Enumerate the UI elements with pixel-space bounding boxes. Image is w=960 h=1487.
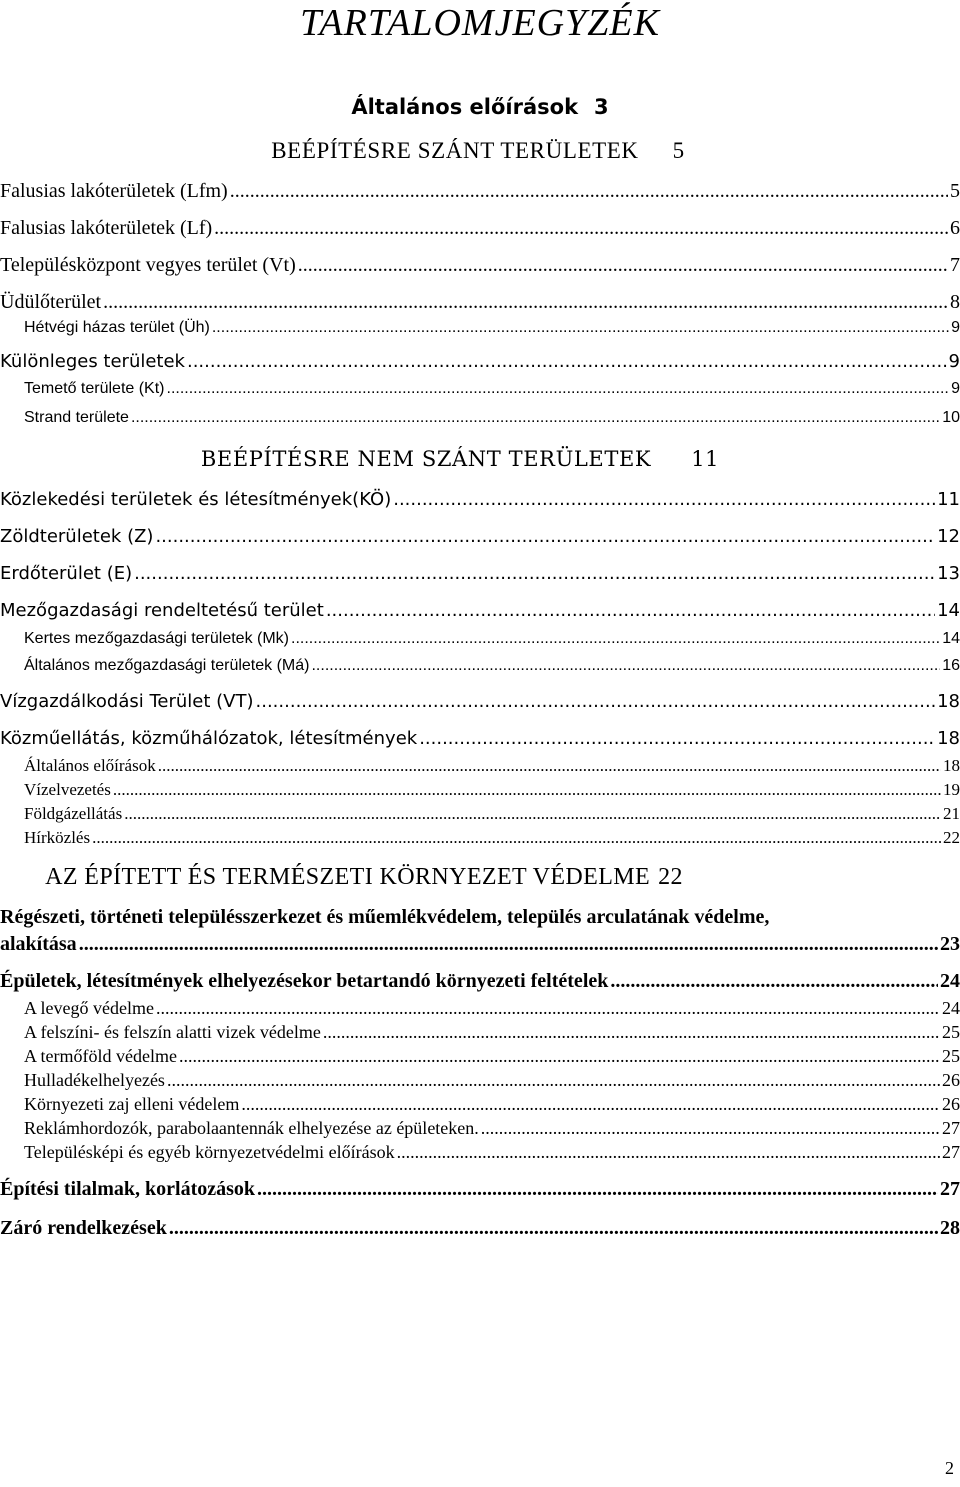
toc-entry-text: Falusias lakóterületek (Lfm): [0, 180, 228, 202]
toc-entry[interactable]: [0, 291, 960, 314]
toc-entry-page: 9: [951, 380, 960, 397]
toc-entry-page: 18: [937, 691, 960, 712]
toc-leader: [481, 1118, 940, 1139]
toc-entry-page: 10: [942, 409, 960, 426]
toc-entry[interactable]: [24, 828, 960, 848]
toc-heading-text: AZ ÉPÍTETT ÉS TERMÉSZETI KÖRNYEZET VÉDELME: [45, 864, 651, 890]
toc-entry-page: 14: [942, 630, 960, 647]
toc-heading-text: BEÉPÍTÉSRE NEM SZÁNT TERÜLETEK: [200, 447, 652, 471]
toc-entry-text: Épületek, létesítmények elhelyezésekor betartandó környezeti feltételek: [0, 970, 609, 992]
toc-heading[interactable]: [0, 444, 940, 474]
toc-entry-text: alakítása: [0, 933, 77, 955]
toc-entry-page: 19: [943, 780, 960, 799]
toc-entry-page: 26: [942, 1094, 960, 1114]
page-title: TARTALOMJEGYZÉK: [300, 2, 660, 44]
toc-entry[interactable]: [24, 1070, 960, 1091]
toc-leader: [167, 1070, 940, 1091]
toc-leader: [311, 657, 940, 675]
toc-heading[interactable]: [0, 862, 844, 892]
toc-leader: [156, 998, 940, 1019]
toc-entry[interactable]: [0, 217, 960, 240]
toc-heading-page: 11: [691, 447, 720, 471]
toc-entry[interactable]: [24, 1022, 960, 1043]
toc-entry-text: Hírközlés: [24, 828, 91, 847]
toc-entry-text: Hulladékelhelyezés: [24, 1070, 165, 1090]
toc-leader: [241, 1094, 940, 1115]
toc-entry-page: 8: [950, 291, 960, 313]
toc-entry-page: 11: [937, 489, 960, 510]
toc-entry-text: Településközpont vegyes terület (Vt): [0, 254, 296, 276]
toc-entry-text-line1: Régészeti, történeti településszerkezet és műemlékvédelem, település arculatának védelme,: [0, 906, 770, 928]
toc-entry-page: 14: [937, 600, 960, 621]
toc-entry[interactable]: [0, 489, 960, 510]
toc-entry-page: 25: [942, 1046, 960, 1066]
toc-entry[interactable]: [0, 1217, 960, 1240]
toc-entry-line2: [0, 933, 960, 956]
toc-leader: [610, 970, 938, 993]
toc-leader: [257, 1178, 938, 1201]
toc-entry-text: Különleges területek: [0, 351, 185, 372]
toc-leader: [131, 409, 940, 427]
toc-heading-text: Általános előírások: [351, 95, 579, 119]
toc-entry-page: 7: [950, 254, 960, 276]
toc-leader: [323, 1022, 940, 1043]
toc-entry-text: Környezeti zaj elleni védelem: [24, 1094, 240, 1114]
toc-leader: [113, 780, 941, 800]
toc-leader: [291, 630, 940, 648]
toc-entry-text: Üdülőterület: [0, 291, 102, 313]
toc-entry[interactable]: [0, 1178, 960, 1201]
toc-entry-page: 22: [943, 828, 960, 847]
toc-entry-text: Falusias lakóterületek (Lf): [0, 217, 213, 239]
toc-entry[interactable]: [24, 780, 960, 800]
toc-leader: [214, 217, 948, 240]
toc-entry[interactable]: [0, 970, 960, 993]
toc-entry-page: 9: [951, 319, 960, 336]
toc-entry-page: 21: [943, 804, 960, 823]
toc-entry[interactable]: [24, 380, 960, 398]
toc-leader: [187, 351, 947, 372]
toc-entry-text: Közlekedési területek és létesítmények(KÖ): [0, 489, 392, 510]
toc-entry[interactable]: [0, 691, 960, 712]
toc-entry-page: 18: [943, 756, 960, 775]
toc-entry[interactable]: [0, 526, 960, 547]
toc-entry-page: 18: [937, 728, 960, 749]
toc-entry-text: Közműellátás, közműhálózatok, létesítmények: [0, 728, 418, 749]
toc-leader: [158, 756, 941, 776]
toc-entry[interactable]: [24, 1118, 960, 1139]
toc-leader: [134, 563, 935, 584]
toc-entry-text: Kertes mezőgazdasági területek (Mk): [24, 630, 289, 647]
toc-leader: [155, 526, 935, 547]
toc-leader: [393, 489, 935, 510]
toc-entry[interactable]: [24, 756, 960, 776]
toc-entry[interactable]: [24, 998, 960, 1019]
toc-entry-text: Vízgazdálkodási Terület (VT): [0, 691, 254, 712]
toc-leader: [212, 319, 949, 337]
toc-entry-text: Záró rendelkezések: [0, 1217, 167, 1239]
toc-heading[interactable]: [0, 92, 960, 122]
toc-entry-text: Vízelvezetés: [24, 780, 111, 799]
toc-entry-text: Zöldterületek (Z): [0, 526, 154, 547]
toc-entry-page: 5: [950, 180, 960, 202]
toc-entry-text: Reklámhordozók, parabolaantennák elhelyezése az épületeken.: [24, 1118, 479, 1138]
toc-entry[interactable]: [0, 600, 960, 621]
toc-entry-text: Településképi és egyéb környezetvédelmi előírások: [24, 1142, 395, 1162]
toc-entry-text: Általános mezőgazdasági területek (Má): [24, 657, 310, 674]
toc-heading[interactable]: [0, 136, 958, 166]
toc-leader: [167, 380, 950, 398]
toc-entry[interactable]: [24, 804, 960, 824]
toc-entry-page: 25: [942, 1022, 960, 1042]
toc-heading-text: BEÉPÍTÉSRE SZÁNT TERÜLETEK: [271, 138, 639, 163]
toc-entry[interactable]: [24, 409, 960, 427]
toc-entry-page: 24: [942, 998, 960, 1018]
toc-entry-page: 16: [942, 657, 960, 674]
toc-heading-page: 3: [594, 95, 609, 119]
toc-entry-text: Hétvégi házas terület (Üh): [24, 319, 210, 336]
toc-entry[interactable]: [0, 254, 960, 277]
toc-leader: [103, 291, 948, 314]
toc-entry-page: 23: [940, 933, 960, 955]
toc-entry-page: 9: [948, 351, 960, 372]
toc-entry[interactable]: [0, 563, 960, 584]
toc-entry-text: A termőföld védelme: [24, 1046, 177, 1066]
toc-entry[interactable]: [0, 180, 960, 203]
toc-leader: [124, 804, 941, 824]
toc-entry-page: 27: [942, 1118, 960, 1138]
toc-leader: [397, 1142, 940, 1163]
toc-entry-text: A felszíni- és felszín alatti vizek védelme: [24, 1022, 321, 1042]
toc-heading-page: 22: [658, 864, 683, 890]
toc-entry[interactable]: [24, 657, 960, 675]
toc-entry-text: Építési tilalmak, korlátozások: [0, 1178, 256, 1200]
toc-entry-text: Földgázellátás: [24, 804, 123, 823]
toc-entry-page: 28: [940, 1217, 960, 1239]
toc-entry[interactable]: [24, 1046, 960, 1067]
toc-entry[interactable]: [0, 351, 960, 372]
toc-entry[interactable]: [24, 1142, 960, 1163]
toc-entry-text: Erdőterület (E): [0, 563, 133, 584]
page-number: 2: [945, 1458, 954, 1478]
toc-leader: [326, 600, 935, 621]
toc-entry[interactable]: [24, 1094, 960, 1115]
toc-leader: [298, 254, 948, 277]
toc-leader: [230, 180, 948, 203]
toc-entry-text: Strand területe: [24, 409, 129, 426]
toc-entry-page: 12: [937, 526, 960, 547]
toc-entry[interactable]: [0, 905, 960, 955]
toc-leader: [169, 1217, 938, 1240]
toc-entry-text: Általános előírások: [24, 756, 156, 775]
toc-leader: [92, 828, 941, 848]
toc-leader: [79, 933, 938, 956]
toc-entry-text: A levegő védelme: [24, 998, 154, 1018]
toc-entry-page: 6: [950, 217, 960, 239]
toc-leader: [179, 1046, 940, 1067]
toc-entry-page: 26: [942, 1070, 960, 1090]
toc-entry-page: 27: [940, 1178, 960, 1200]
toc-heading-page: 5: [672, 138, 685, 163]
toc-entry-text: Temető területe (Kt): [24, 380, 165, 397]
toc-entry[interactable]: [24, 319, 960, 337]
toc-entry[interactable]: [0, 728, 960, 749]
toc-entry-text: Mezőgazdasági rendeltetésű terület: [0, 600, 324, 621]
toc-entry-page: 24: [940, 970, 960, 992]
toc-entry-page: 13: [937, 563, 960, 584]
toc-leader: [419, 728, 935, 749]
toc-leader: [256, 691, 936, 712]
toc-entry[interactable]: [24, 630, 960, 648]
toc-entry-page: 27: [942, 1142, 960, 1162]
